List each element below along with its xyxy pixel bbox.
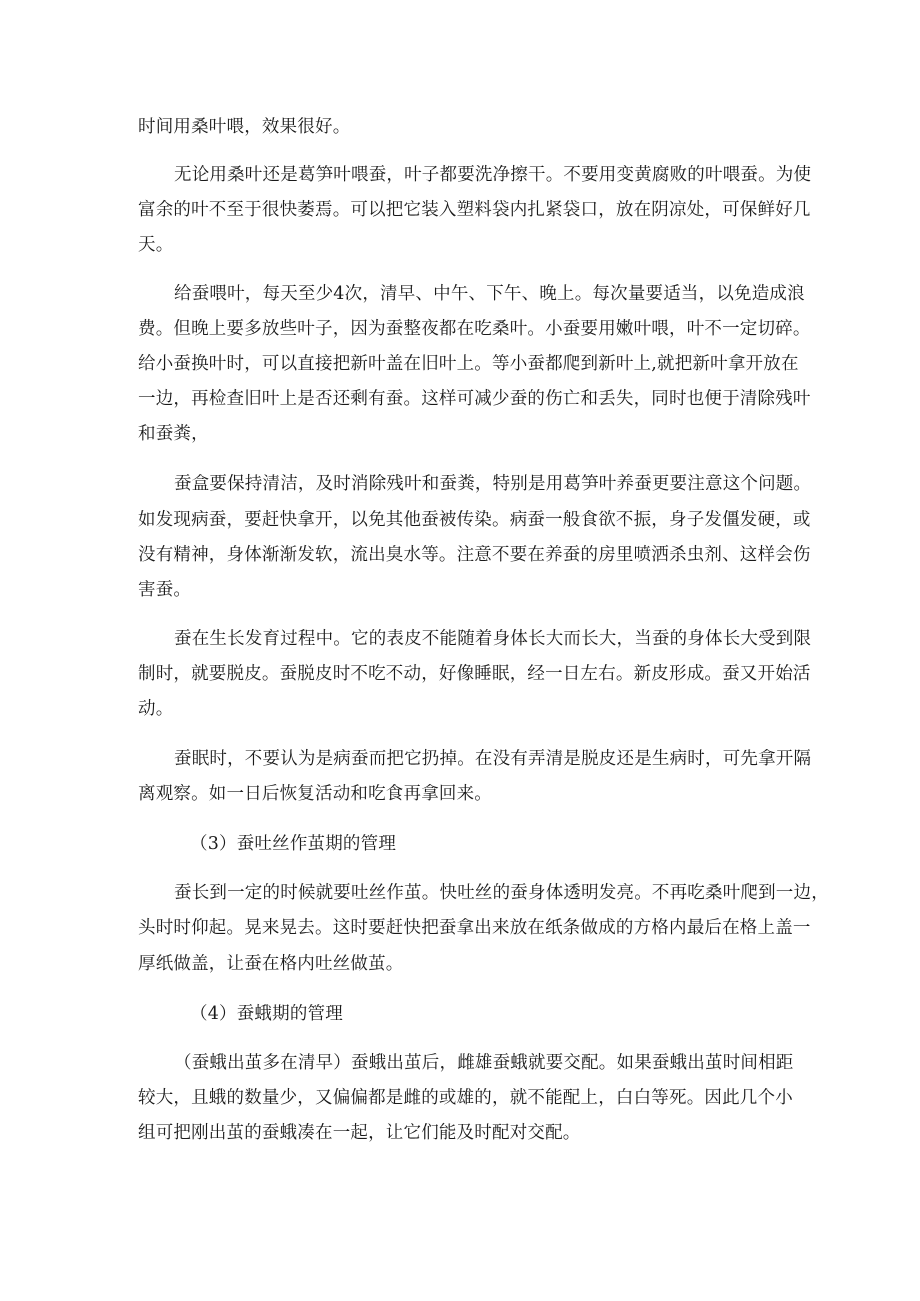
section-heading: （3）蚕吐丝作茧期的管理: [190, 834, 397, 854]
text-line: 和蚕粪，: [138, 424, 209, 444]
text-line: 费。但晚上要多放些叶子，因为蚕整夜都在吃桑叶。小蚕要用嫩叶喂，叶不一定切碎。: [138, 319, 811, 339]
text-line: 较大，且蛾的数量少，又偏偏都是雌的或雄的，就不能配上，白白等死。因此几个小: [138, 1088, 793, 1108]
text-line: 给小蚕换叶时，可以直接把新叶盖在旧叶上。等小蚕都爬到新叶上,就把新叶拿开放在: [138, 354, 799, 374]
text-line: 富余的叶不至于很快萎焉。可以把它装入塑料袋内扎紧袋口，放在阴凉处，可保鲜好几: [138, 200, 811, 220]
text-line: 给蚕喂叶，每天至少4次，清早、中午、下午、晚上。每次量要适当，以免造成浪: [174, 284, 805, 304]
text-line: 没有精神，身体渐渐发软，流出臭水等。注意不要在养蚕的房里喷洒杀虫剂、这样会伤: [138, 545, 811, 565]
text-line: 时间用桑叶喂，效果很好。: [138, 117, 351, 137]
text-line: （蚕蛾出茧多在清早）蚕蛾出茧后，雌雄蚕蛾就要交配。如果蚕蛾出茧时间相距: [174, 1053, 794, 1073]
text-line: 组可把刚出茧的蚕蛾凑在一起，让它们能及时配对交配。: [138, 1123, 581, 1143]
text-line: 一边，再检查旧叶上是否还剩有蚕。这样可减少蚕的伤亡和丢失，同时也便于清除残叶: [138, 389, 811, 409]
text-line: 蚕眠时，不要认为是病蚕而把它扔掉。在没有弄清是脱皮还是生病时，可先拿开隔: [174, 749, 812, 769]
text-line: 蚕在生长发育过程中。它的表皮不能随着身体长大而长大，当蚕的身体长大受到限: [174, 629, 812, 649]
text-line: 蚕长到一定的时候就要吐丝作茧。快吐丝的蚕身体透明发亮。不再吃桑叶爬到一边，: [174, 883, 829, 903]
text-line: 头时时仰起。晃来晃去。这时要赶快把蚕拿出来放在纸条做成的方格内最后在格上盖一: [138, 918, 811, 938]
text-line: 离观察。如一日后恢复活动和吃食再拿回来。: [138, 784, 492, 804]
text-line: 动。: [138, 699, 174, 719]
text-line: 蚕盒要保持清洁，及时消除残叶和蚕粪，特别是用葛笋叶养蚕更要注意这个问题。: [174, 474, 812, 494]
text-line: 制时，就要脱皮。蚕脱皮时不吃不动，好像睡眠，经一日左右。新皮形成。蚕又开始活: [138, 664, 811, 684]
text-line: 厚纸做盖，让蚕在格内吐丝做茧。: [138, 954, 404, 974]
text-line: 害蚕。: [138, 580, 192, 600]
text-line: 如发现病蚕，要赶快拿开，以免其他蚕被传染。病蚕一般食欲不振，身子发僵发硬，或: [138, 510, 811, 530]
text-line: 天。: [138, 235, 174, 255]
section-heading: （4）蚕蛾期的管理: [190, 1004, 343, 1024]
text-line: 无论用桑叶还是葛笋叶喂蚕，叶子都要洗净擦干。不要用变黄腐败的叶喂蚕。为使: [174, 165, 812, 185]
